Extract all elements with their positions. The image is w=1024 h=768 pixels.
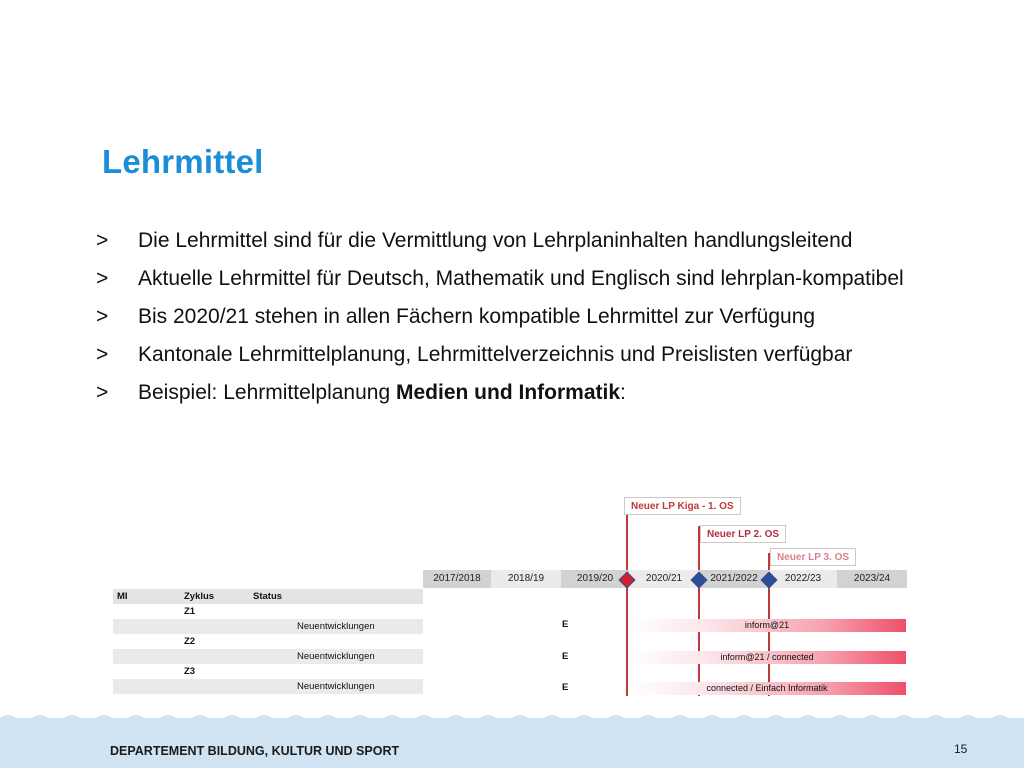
timeline-bar: inform@21 / connected <box>628 651 906 664</box>
table-row <box>113 604 423 619</box>
bullet-text: Bis 2020/21 stehen in allen Fächern kompatible Lehrmittel zur Verfügung <box>138 305 816 328</box>
bullet-marker: > <box>96 305 109 328</box>
zyklus-cell: Z1 <box>184 606 196 617</box>
status-cell: Neuentwicklungen <box>297 681 375 692</box>
year-cell: 2021/2022 <box>699 570 769 588</box>
bullet-marker: > <box>96 381 109 404</box>
year-cell: 2017/2018 <box>423 570 491 588</box>
bullet-text-bold: Medien und Informatik <box>396 381 621 404</box>
e-marker: E <box>562 651 569 662</box>
year-cell: 2022/23 <box>769 570 837 588</box>
table-row <box>113 664 423 679</box>
milestone-callout: Neuer LP Kiga - 1. OS <box>624 497 741 515</box>
bullet-text: Kantonale Lehrmittelplanung, Lehrmittelverzeichnis und Preislisten verfügbar <box>138 343 853 366</box>
table-header-row <box>113 589 423 604</box>
bullet-text-suffix: : <box>620 381 626 404</box>
department-name: DEPARTEMENT BILDUNG, KULTUR UND SPORT <box>110 744 400 758</box>
bullet-text: Aktuelle Lehrmittel für Deutsch, Mathematik und Englisch sind lehrplan-kompatibel <box>138 267 904 290</box>
bullet-text-prefix: Beispiel: Lehrmittelplanung <box>138 381 396 404</box>
e-marker: E <box>562 682 569 693</box>
bullet-item <box>96 226 936 255</box>
timeline-bar: inform@21 <box>628 619 906 632</box>
header-zyklus: Zyklus <box>184 591 215 602</box>
status-cell: Neuentwicklungen <box>297 621 375 632</box>
slide-title: Lehrmittel <box>102 143 264 180</box>
year-cell: 2019/20 <box>561 570 629 588</box>
plan-table <box>113 589 423 694</box>
year-cell: 2018/19 <box>491 570 561 588</box>
status-cell: Neuentwicklungen <box>297 651 375 662</box>
milestone-callout: Neuer LP 3. OS <box>770 548 856 566</box>
year-cell: 2023/24 <box>837 570 907 588</box>
bullet-text: Die Lehrmittel sind für die Vermittlung von Lehrplaninhalten handlungsleitend <box>138 229 853 252</box>
milestone-line <box>626 498 628 696</box>
zyklus-cell: Z2 <box>184 636 196 647</box>
year-cell: 2020/21 <box>629 570 699 588</box>
table-row <box>113 679 423 694</box>
bullet-item <box>96 302 936 331</box>
milestone-line <box>698 526 700 696</box>
header-mi: MI <box>117 591 128 602</box>
e-marker: E <box>562 619 569 630</box>
bullet-marker: > <box>96 267 109 290</box>
zyklus-cell: Z3 <box>184 666 196 677</box>
bullet-item <box>96 264 936 293</box>
table-row <box>113 619 423 634</box>
milestone-callout: Neuer LP 2. OS <box>700 525 786 543</box>
footer-bar <box>0 718 1024 768</box>
bullet-item <box>96 340 936 369</box>
bullet-list <box>96 226 936 416</box>
header-status: Status <box>253 591 283 602</box>
bullet-marker: > <box>96 229 109 252</box>
bullet-marker: > <box>96 343 109 366</box>
timeline-bar: connected / Einfach Informatik <box>628 682 906 695</box>
table-row <box>113 649 423 664</box>
table-row <box>113 634 423 649</box>
bullet-item <box>96 378 936 407</box>
year-header-row <box>423 570 907 588</box>
page-number: 15 <box>954 742 968 756</box>
